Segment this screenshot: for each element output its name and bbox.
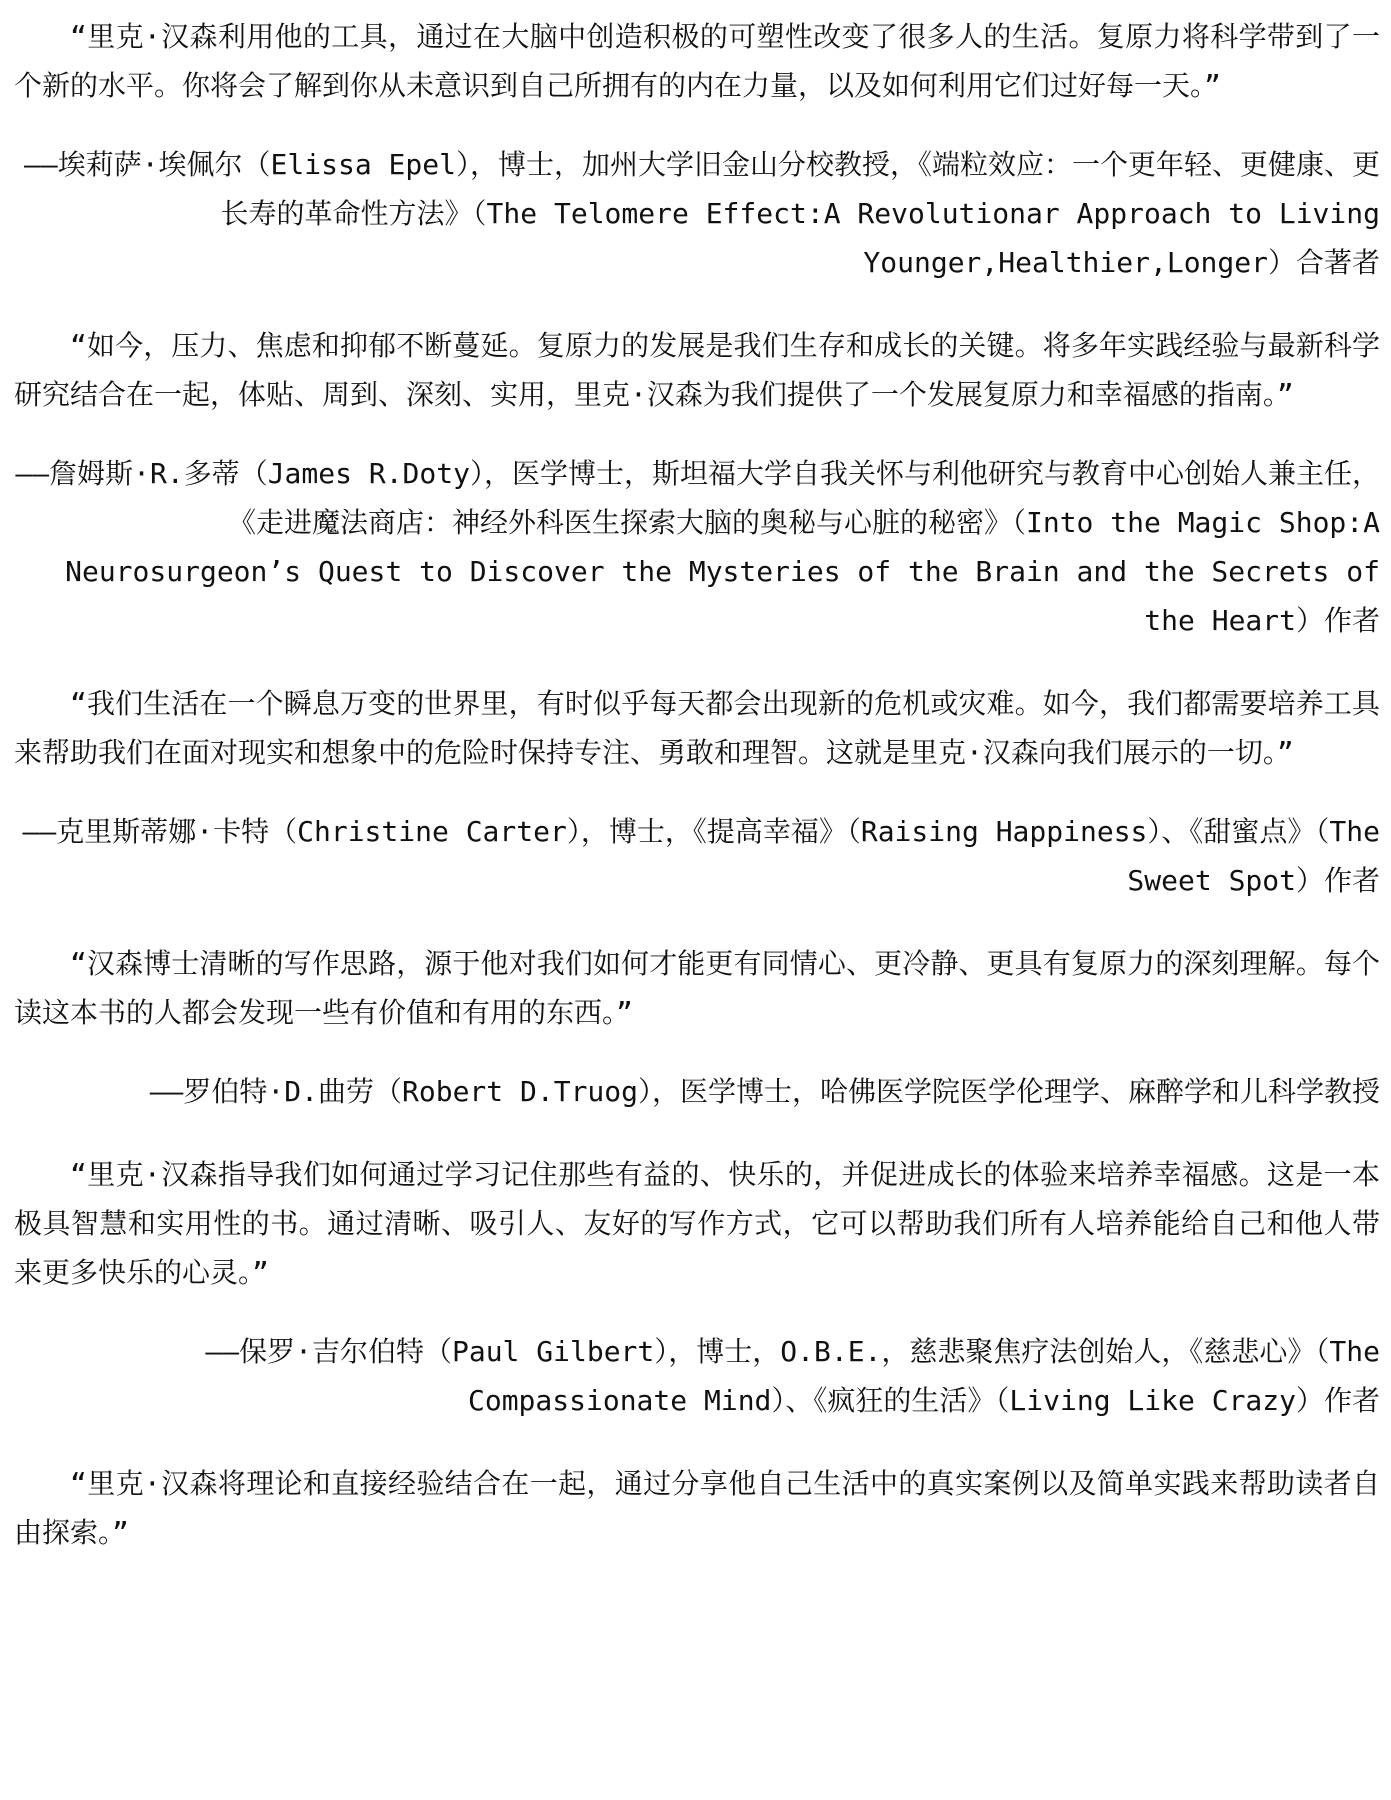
- endorsement-quote-5: “里克·汉森指导我们如何通过学习记住那些有益的、快乐的，并促进成长的体验来培养幸福感。这是一本极具智慧和实用性的书。通过清晰、吸引人、友好的写作方式，它可以帮助我们所有人培养能给自己和他人带来更多快乐的心灵。”: [14, 1158, 1380, 1289]
- endorsement-attribution-5: ——保罗·吉尔伯特（Paul Gilbert），博士，O.B.E.，慈悲聚焦疗法创始人，《慈悲心》（The Compassionate Mind）、《疯狂的生活》（Living Like Crazy）作者: [205, 1335, 1380, 1417]
- endorsement-quote-1: “里克·汉森利用他的工具，通过在大脑中创造积极的可塑性改变了很多人的生活。复原力将科学带到了一个新的水平。你将会了解到你从未意识到自己所拥有的内在力量，以及如何利用它们过好每一天。”: [14, 20, 1380, 102]
- endorsement-attribution-2: ——詹姆斯·R.多蒂（James R.Doty），医学博士，斯坦福大学自我关怀与利他研究与教育中心创始人兼主任，《走进魔法商店：神经外科医生探索大脑的奥秘与心脏的秘密》（Into the Magic Shop:A Neurosurgeon’s Quest to Discover the Mysteries of the Brain and the Secrets of the Heart）作者: [15, 457, 1380, 637]
- endorsement-attribution-3: ——克里斯蒂娜·卡特（Christine Carter），博士，《提高幸福》（Raising Happiness）、《甜蜜点》（The Sweet Spot）作者: [22, 815, 1380, 897]
- endorsement-quote-2: “如今，压力、焦虑和抑郁不断蔓延。复原力的发展是我们生存和成长的关键。将多年实践经验与最新科学研究结合在一起，体贴、周到、深刻、实用，里克·汉森为我们提供了一个发展复原力和幸福感的指南。”: [14, 329, 1380, 411]
- endorsement-attribution-4: ——罗伯特·D.曲劳（Robert D.Truog），医学博士，哈佛医学院医学伦理学、麻醉学和儿科学教授: [149, 1075, 1380, 1108]
- endorsements-page: [14, 12, 1380, 1557]
- endorsement-quote-6: “里克·汉森将理论和直接经验结合在一起，通过分享他自己生活中的真实案例以及简单实践来帮助读者自由探索。”: [14, 1467, 1380, 1549]
- endorsement-quote-4: “汉森博士清晰的写作思路，源于他对我们如何才能更有同情心、更冷静、更具有复原力的深刻理解。每个读这本书的人都会发现一些有价值和有用的东西。”: [14, 947, 1380, 1029]
- endorsement-quote-3: “我们生活在一个瞬息万变的世界里，有时似乎每天都会出现新的危机或灾难。如今，我们都需要培养工具来帮助我们在面对现实和想象中的危险时保持专注、勇敢和理智。这就是里克·汉森向我们展示的一切。”: [14, 687, 1380, 769]
- endorsement-attribution-1: ——埃莉萨·埃佩尔（Elissa Epel），博士，加州大学旧金山分校教授，《端粒效应：一个更年轻、更健康、更长寿的革命性方法》（The Telomere Effect:A Revolutionar Approach to Living Younger,Healthier,Longer）合著者: [23, 148, 1380, 279]
